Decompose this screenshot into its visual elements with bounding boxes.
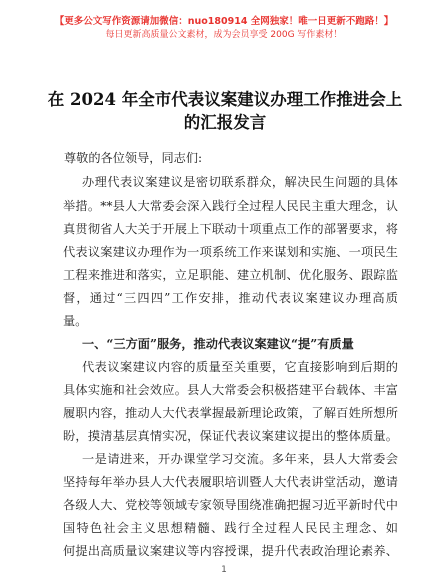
paragraph-2-line: 代表议案建议内容的质量至关重要，它直接影响到后期的 <box>82 360 398 374</box>
greeting: 尊敬的各位领导，同志们: <box>64 151 203 165</box>
paragraph-1-line: 量。 <box>63 314 88 328</box>
paragraph-2-line: 履职内容，推动人大代表掌握最新理论政策，了解百姓所想所 <box>63 406 398 420</box>
paragraph-2-line: 盼，摸清基层真情实况，保证代表议案建议提出的整体质量。 <box>63 429 398 443</box>
paragraph-1-line: 办理代表议案建议是密切联系群众，解决民生问题的具体 <box>82 175 398 189</box>
promo-banner <box>0 16 448 41</box>
banner-line-1: 【更多公文写作资源请加微信：nuo180914 全网独家！唯一日更新不跑路！】 <box>54 16 394 27</box>
paragraph-2-line: 具体实施和社会效应。县人大常委会积极搭建平台载体、丰富 <box>63 383 398 397</box>
document-title <box>44 88 406 134</box>
banner-line-2: 每日更新高质量公文素材，成为会员享受 200G 写作素材！ <box>105 30 343 40</box>
paragraph-1-line: 举措。**县人大常委会深入践行全过程人民民主重大理念，认 <box>63 199 398 213</box>
paragraph-3-line: 一是请进来，开办课堂学习交流。多年来，县人大常委会 <box>82 452 398 466</box>
paragraph-1-line: 代表议案建议办理作为一项系统工作来谋划和实施、一项民生 <box>63 245 398 259</box>
section-heading-1: 一、“三方面”服务，推动代表议案建议“提”有质量 <box>82 337 354 351</box>
page-number: 1 <box>221 565 227 575</box>
paragraph-1-line: 工程来推进和落实，立足职能、建立机制、优化服务、跟踪监 <box>63 268 398 282</box>
paragraph-3-line: 坚持每年举办县人大代表履职培训暨人大代表讲堂活动，邀请 <box>63 475 398 489</box>
paragraph-3-line: 国特色社会主义思想精髓、践行全过程人民民主理念、如 <box>63 521 398 535</box>
paragraph-1-line: 真贯彻省人大关于开展上下联动十项重点工作的部署要求，将 <box>63 222 398 236</box>
paragraph-1-line: 督，通过“三四四”工作安排，推动代表议案建议办理高质 <box>63 291 398 305</box>
title-line-1: 在 2024 年全市代表议案建议办理工作推进会上 <box>47 90 403 109</box>
paragraph-3-line: 何提出高质量议案建议等内容授课，提升代表政治理论素养、 <box>63 544 398 558</box>
title-line-2: 的汇报发言 <box>183 113 267 132</box>
paragraph-3-line: 各级人大、党校等领域专家领导围绕准确把握习近平新时代中 <box>63 498 398 512</box>
